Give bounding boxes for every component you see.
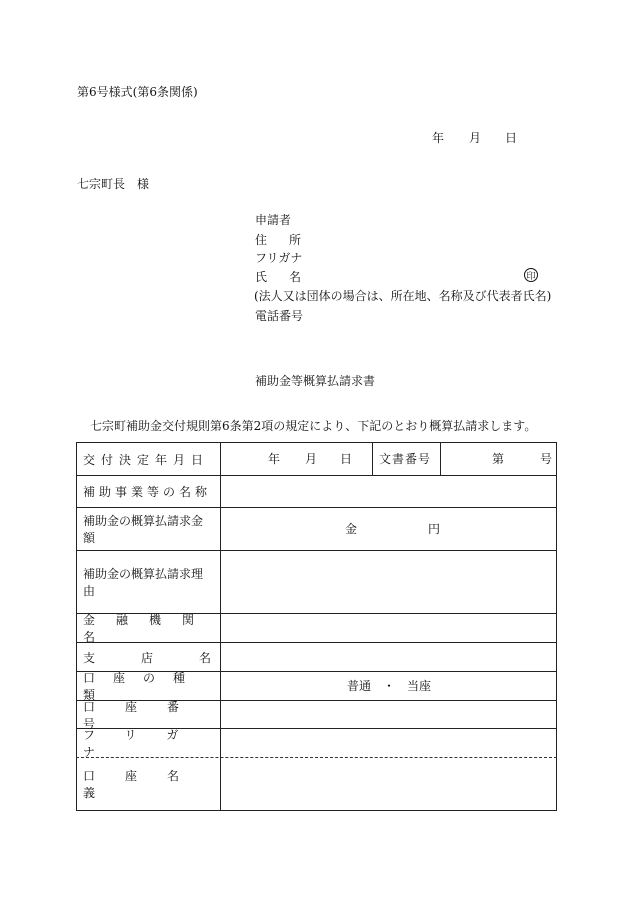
account-type-label [83,672,214,700]
table-border-bottom [76,810,557,811]
document-title: 補助金等概算払請求書 [255,374,376,388]
account-number-label [83,699,214,731]
form-number: 第6号様式(第6条関係) [77,85,198,99]
date-day: 日 [505,131,518,145]
document-body: 七宗町補助金交付規則第6条第2項の規定により、下記のとおり概算払請求します。 [90,419,537,433]
table-border-right [556,442,557,811]
decision-date-day: 日 [340,452,353,466]
reason-label-text: 補助金の概算払請求理由 [83,567,204,598]
amount-label-text: 補助金の概算払請求金額 [83,514,204,545]
furigana-label: フリガナ [255,251,303,265]
addressee: 七宗町長 様 [77,177,150,191]
decision-date-month: 月 [305,452,318,466]
date-year: 年 [432,131,445,145]
branch-label [83,643,258,671]
account-holder-label-text: 口座名義 [83,769,210,800]
applicant-label [255,214,300,226]
name-label-text: 氏名 [255,270,324,284]
project-name-label [83,476,214,507]
bank-label-text: 金融機関名 [83,613,216,644]
table-docnum-divider-1 [372,442,373,476]
table-border-left [76,442,77,811]
amount-suffix: 円 [428,522,441,536]
doc-number-suffix: 号 [540,452,553,466]
holder-furigana-label [83,729,214,757]
reason-label [83,551,214,613]
doc-number-label: 文書番号 [379,452,432,466]
project-name-label-text: 補助事業等の名称 [83,485,212,499]
name-label [255,270,324,284]
date-month: 月 [469,131,482,145]
amount-prefix: 金 [345,522,358,536]
table-docnum-divider-2 [440,442,441,476]
account-number-label-text: 口座番号 [83,699,210,731]
branch-label-text: 支店名 [83,650,258,665]
address-label-text: 住所 [255,233,324,247]
address-label [255,233,324,247]
applicant-label-text: 申請者 [255,213,292,227]
seal-mark: 印 [524,268,538,282]
bank-label [83,614,214,642]
account-holder-label [83,758,214,810]
phone-label: 電話番号 [255,309,304,323]
applicant-note: (法人又は団体の場合は、所在地、名称及び代表者氏名) [254,289,552,303]
decision-date-label-text: 交付決定年月日 [83,452,210,467]
decision-date-label [83,443,214,475]
decision-date-year: 年 [268,452,281,466]
account-type-label-text: 口座の種類 [83,671,204,702]
account-type-value: 普通 ・ 当座 [347,679,432,693]
holder-furigana-label-text: フリガナ [83,728,209,759]
amount-label [83,508,214,550]
doc-number-prefix: 第 [492,452,505,466]
